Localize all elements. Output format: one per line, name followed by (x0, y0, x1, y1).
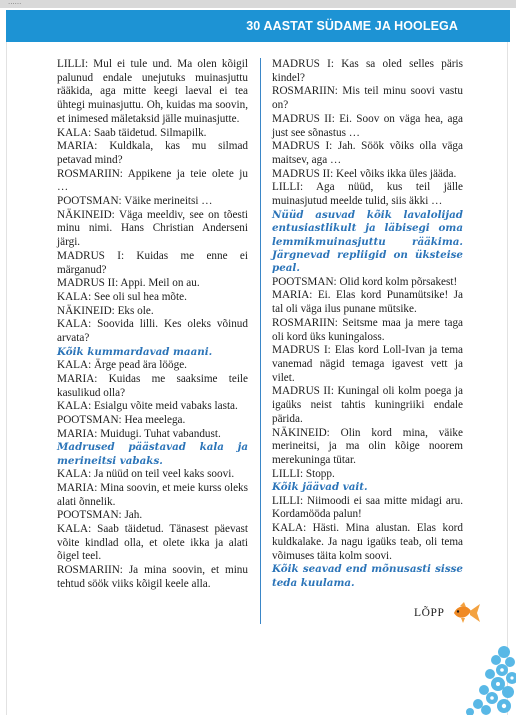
dialogue-line: MADRUS II: Appi. Meil on au. (57, 277, 200, 290)
dialogue-line: KALA: Ja nüüd on teil veel kaks soovi. (57, 468, 235, 481)
header-band (6, 10, 510, 42)
dialogue-line: MADRUS II: Ei. Soov on väga hea, aga just see sõnastus … (272, 112, 463, 139)
dialogue-line: LILLI: Stopp. (272, 467, 335, 480)
right-column (272, 58, 463, 590)
dialogue-line: LILLI: Aga nüüd, kus teil jälle muinasjutud meelde tulid, siis äkki … (272, 181, 463, 208)
top-strip-text: ...... (8, 0, 22, 6)
header-title: 30 AASTAT SÜDAME JA HOOLEGA (246, 19, 458, 33)
dialogue-line: MARIA: Mina soovin, et meie kurss oleks alati õnnelik. (57, 481, 248, 508)
stage-direction: Kõik jäävad vait. (272, 481, 368, 494)
dialogue-line: KALA: Esialgu võite meid vabaks lasta. (57, 400, 238, 413)
dialogue-line: KALA: Ärge pead ära lööge. (57, 359, 187, 372)
dialogue-line: POOTSMAN: Väike merineitsi … (57, 195, 213, 208)
dialogue-line: ROSMARIIN: Seitsme maa ja mere taga oli kord üks kuningaloss. (272, 316, 463, 343)
dialogue-line: MADRUS I: Jah. Söök võiks olla väga maitsev, aga … (272, 140, 463, 166)
dialogue-line: MADRUS I: Kas sa oled selles päris kindel? (272, 58, 463, 84)
stage-direction: Kõik kummardavad maani. (57, 345, 213, 358)
dialogue-line: MADRUS II: Kuningal oli kolm poega ja igaüks neist tahtis kuningriiki endale pärida. (272, 385, 463, 425)
dialogue-line: NÄKINEID: Väga meeldiv, see on tõesti minu nimi. Hans Christian Anderseni järgi. (57, 208, 248, 249)
dialogue-line: MADRUS I: Elas kord Loll-Ivan ja tema vanemad nägid temaga igavest vett ja vilet. (272, 344, 463, 384)
dialogue-line: KALA: Hästi. Mina alustan. Elas kord kuldkalake. Ja nagu igaüks teab, oli tema võimuses täita kolm soovi. (272, 522, 463, 562)
column-divider (260, 58, 261, 624)
dialogue-line: MARIA: Muidugi. Tuhat vabandust. (57, 427, 221, 440)
stage-direction: Kõik seavad end mõnusasti sisse teda kuulama. (272, 563, 463, 589)
stage-direction: Madrused päästavad kala ja merineitsi vabaks. (57, 441, 248, 467)
dialogue-line: MADRUS II: Keel võiks ikka üles jääda. (272, 167, 457, 180)
dialogue-line: LILLI: Niimoodi ei saa mitte midagi aru. Kordamööda palun! (272, 494, 463, 521)
dialogue-line: ROSMARIIN: Appikene ja teie olete ju … (57, 167, 248, 194)
dialogue-line: ROSMARIIN: Ja mina soovin, et minu tehtud söök viiks kõigil keele alla. (57, 564, 248, 590)
dialogue-line: POOTSMAN: Jah. (57, 509, 143, 522)
stage-direction: Nüüd asuvad kõik lavalolijad entusiastlikult ja läbisegi oma lemmikmuinasjuttu rääkima. Järgnevad repliigid on üksteise peal. (272, 208, 463, 275)
dialogue-line: POOTSMAN: Olid kord kolm põrsakest! (272, 275, 458, 288)
dialogue-line: KALA: Soovida lilli. Kes oleks võinud arvata? (57, 318, 248, 345)
dialogue-line: KALA: Saab täidetud. Silmapilk. (57, 126, 207, 139)
dialogue-line: LILLI: Mul ei tule und. Ma olen kõigil palunud endale unejutuks muinasjuttu rääkida, aga mitte keegi laeval ei tea ühtegi muinasjuttu. Oh, kuidas ma soovin, et inimesed mäletaksid jälle muinasjutte. (57, 58, 248, 125)
dialogue-line: ROSMARIIN: Mis teil minu soovi vastu on? (272, 85, 463, 112)
end-label: LÕPP (414, 607, 445, 619)
dialogue-line: NÄKINEID: Olin kord mina, väike merineitsi, ja ma olin kõige noorem merekuninga tütar. (272, 426, 463, 466)
dialogue-line: NÄKINEID: Eks ole. (57, 304, 154, 317)
blue-floral-ornament (456, 640, 516, 715)
dialogue-line: MARIA: Kuldkala, kas mu silmad petavad mind? (57, 140, 248, 166)
dialogue-line: MADRUS I: Kuidas me enne ei märganud? (57, 249, 248, 276)
dialogue-line: POOTSMAN: Hea meelega. (57, 413, 186, 426)
end-mark (414, 601, 481, 625)
dialogue-line: MARIA: Kuidas me saaksime teile kasulikud olla? (57, 372, 248, 399)
left-column (57, 58, 248, 592)
goldfish-icon (451, 601, 481, 625)
dialogue-line: KALA: See oli sul hea mõte. (57, 290, 187, 303)
top-strip (0, 0, 516, 8)
dialogue-line: KALA: Saab täidetud. Tänasest päevast võite kindlad olla, et olete ikka ja alati õigel teel. (57, 523, 248, 563)
dialogue-line: MARIA: Ei. Elas kord Punamütsike! Ja tal oli väga ilus punane mütsike. (272, 289, 463, 316)
